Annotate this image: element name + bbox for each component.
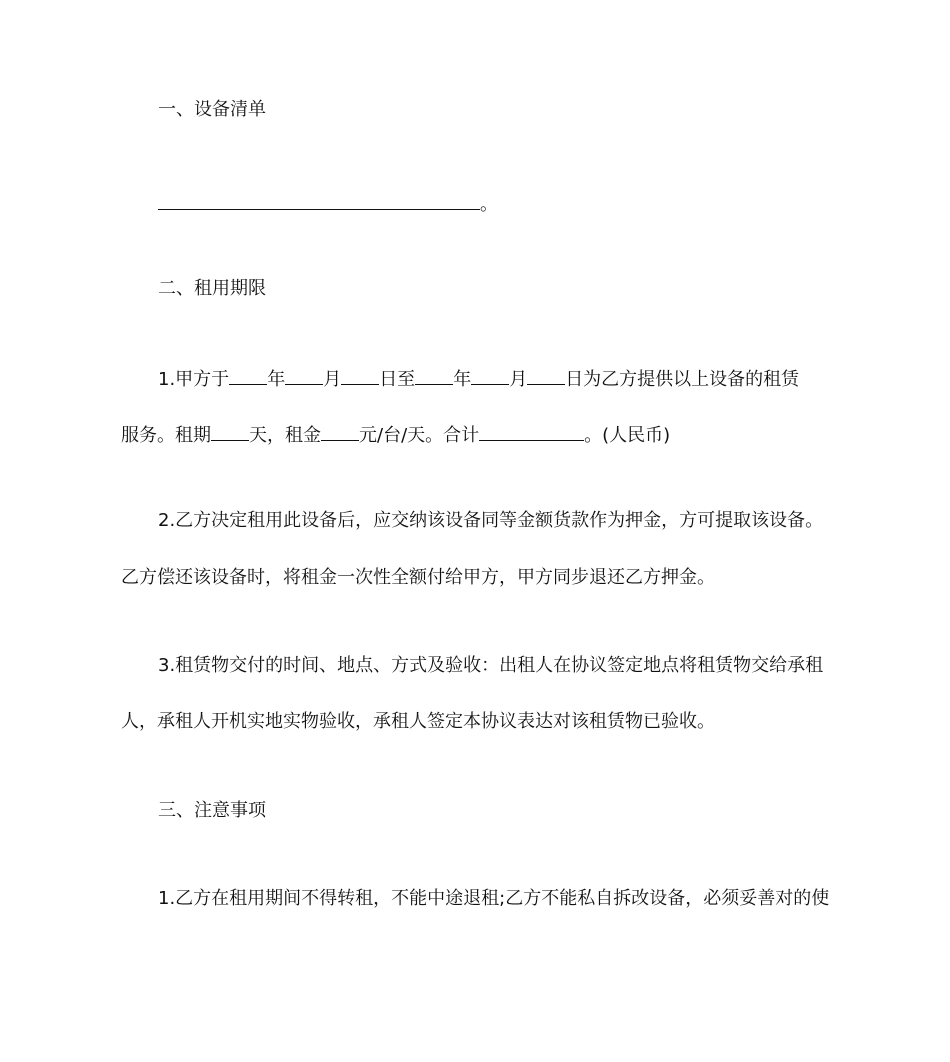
clause-text: 元/台/天。合计 bbox=[359, 425, 480, 446]
fill-in-blank-total bbox=[479, 422, 584, 441]
fill-in-blank-year bbox=[229, 366, 267, 385]
clause-text: 服务。租期 bbox=[121, 425, 211, 446]
clause-text: 日至 bbox=[379, 369, 416, 390]
clause-2-1-line-1 bbox=[0, 366, 950, 392]
clause-2-3-line-2 bbox=[0, 710, 950, 734]
clause-text: 年 bbox=[267, 369, 286, 390]
fill-in-blank-rent bbox=[321, 422, 359, 441]
fill-in-blank-year bbox=[415, 366, 453, 385]
clause-text: 天，租金 bbox=[249, 425, 321, 446]
clause-text: 1.甲方于 bbox=[158, 369, 230, 390]
clause-text: 。(人民币) bbox=[584, 425, 671, 446]
clause-2-1-line-2 bbox=[0, 422, 950, 448]
clause-text: 月 bbox=[509, 369, 528, 390]
clause-text: 乙方偿还该设备时，将租金一次性全额付给甲方，甲方同步退还乙方押金。 bbox=[121, 567, 715, 588]
section-heading-text: 一、设备清单 bbox=[158, 99, 266, 120]
clause-text: 月 bbox=[323, 369, 342, 390]
blank-suffix: 。 bbox=[480, 194, 498, 215]
fill-in-blank-day bbox=[341, 366, 379, 385]
clause-3-1-line-1 bbox=[0, 887, 950, 911]
fill-in-blank-month bbox=[285, 366, 323, 385]
fill-in-blank-days bbox=[211, 422, 249, 441]
section-heading-notes bbox=[0, 799, 950, 823]
section-heading-equipment-list bbox=[0, 98, 950, 122]
clause-2-3-line-1 bbox=[0, 654, 950, 678]
clause-2-2-line-1 bbox=[0, 509, 950, 533]
clause-2-2-line-2 bbox=[0, 566, 950, 590]
section-heading-rental-period bbox=[0, 277, 950, 301]
fill-in-blank-month bbox=[471, 366, 509, 385]
section-heading-text: 二、租用期限 bbox=[158, 278, 266, 299]
clause-text: 人，承租人开机实地实物验收，承租人签定本协议表达对该租赁物已验收。 bbox=[121, 711, 715, 732]
clause-text: 年 bbox=[453, 369, 472, 390]
clause-text: 日为乙方提供以上设备的租赁 bbox=[565, 369, 800, 390]
clause-text: 3.租赁物交付的时间、地点、方式及验收：出租人在协议签定地点将租赁物交给承租 bbox=[158, 655, 824, 676]
clause-text: 2.乙方决定租用此设备后，应交纳该设备同等金额货款作为押金，方可提取该设备。 bbox=[158, 510, 824, 531]
equipment-list-blank-line bbox=[0, 191, 950, 217]
fill-in-blank bbox=[158, 191, 480, 210]
clause-text: 1.乙方在租用期间不得转租，不能中途退租;乙方不能私自拆改设备，必须妥善对的使 bbox=[158, 888, 830, 909]
fill-in-blank-day bbox=[527, 366, 565, 385]
section-heading-text: 三、注意事项 bbox=[158, 800, 266, 821]
